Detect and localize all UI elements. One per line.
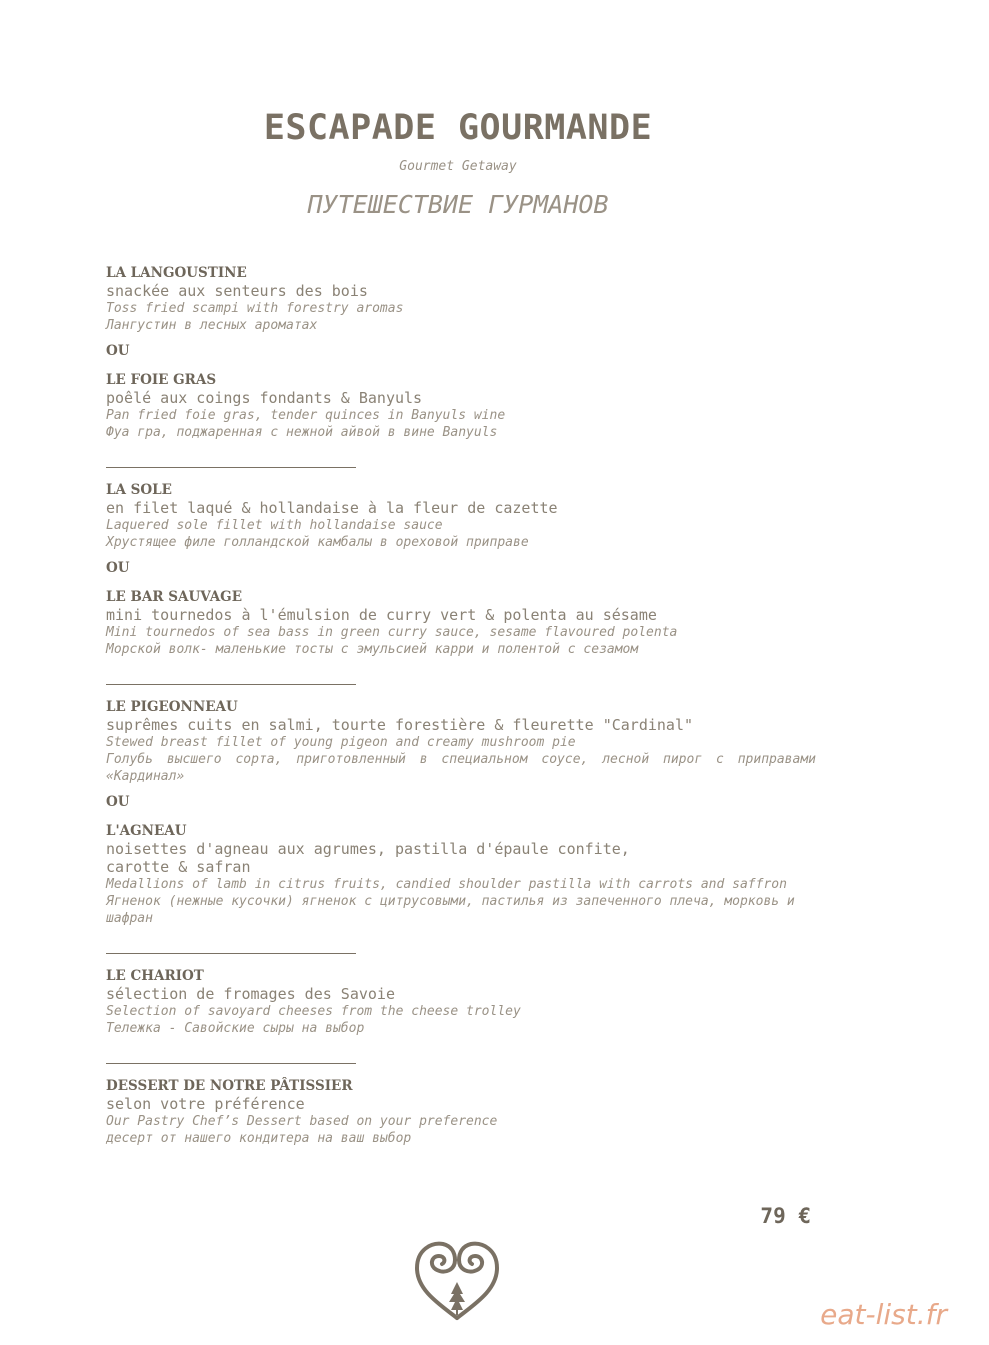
course-description-english: Stewed breast fillet of young pigeon and creamy mushroom pie — [106, 735, 576, 750]
course-name: LE PIGEONNEAU — [106, 699, 238, 715]
course-description-french: snackée aux senteurs des bois — [106, 282, 368, 300]
course-description-russian: десерт от нашего кондитера на ваш выбор — [106, 1131, 412, 1146]
course-description-french: noisettes d'agneau aux agrumes, pastilla d'épaule confite, carotte & safran — [106, 840, 630, 876]
or-separator: OU — [106, 343, 130, 359]
menu-subtitle-russian: ПУТЕШЕСТВИЕ ГУРМАНОВ — [307, 190, 609, 219]
course-description-russian: Морской волк- маленькие тосты с эмульсией карри и полентой с сезамом — [106, 642, 639, 657]
section-divider — [106, 467, 356, 468]
or-separator: OU — [106, 560, 130, 576]
course-name: L'AGNEAU — [106, 823, 187, 839]
course-description-english: Toss fried scampi with forestry aromas — [106, 301, 404, 316]
course-description-french: poêlé aux coings fondants & Banyuls — [106, 389, 423, 407]
course-description-russian: Хрустящее филе голландской камбалы в ореховой приправе — [106, 535, 529, 550]
course-description-russian: Фуа гра, поджаренная с нежной айвой в вине Banyuls — [106, 425, 498, 440]
course-description-french: selon votre préférence — [106, 1095, 305, 1113]
course-name: LE BAR SAUVAGE — [106, 589, 243, 605]
course-agneau — [106, 823, 816, 927]
course-langoustine — [106, 265, 816, 334]
course-description-english: Our Pastry Chef’s Dessert based on your preference — [106, 1114, 498, 1129]
course-chariot — [106, 968, 816, 1037]
course-description-french: en filet laqué & hollandaise à la fleur de cazette — [106, 499, 558, 517]
or-separator: OU — [106, 794, 130, 810]
section-divider — [106, 1063, 356, 1064]
course-description-russian: Тележка - Савойские сыры на выбор — [106, 1021, 365, 1036]
course-dessert — [106, 1078, 816, 1147]
course-description-french: mini tournedos à l'émulsion de curry vert & polenta au sésame — [106, 606, 657, 624]
watermark-text: eat-list.fr — [820, 1298, 947, 1331]
menu-title: ESCAPADE GOURMANDE — [263, 108, 653, 148]
course-name: LE FOIE GRAS — [106, 372, 217, 388]
course-description-russian: Голубь высшего сорта, приготовленный в специальном соусе, лесной пирог с приправами «Кардинал» — [106, 752, 816, 784]
course-name: LA LANGOUSTINE — [106, 265, 247, 281]
section-divider — [106, 684, 356, 685]
course-description-english: Laquered sole fillet with hollandaise sauce — [106, 518, 443, 533]
course-description-russian: Ягненок (нежные кусочки) ягненок с цитрусовыми, пастилья из запеченного плеча, морковь и шафран — [106, 894, 795, 926]
course-name: LE CHARIOT — [106, 968, 204, 984]
course-description-english: Mini tournedos of sea bass in green curry sauce, sesame flavoured polenta — [106, 625, 678, 640]
section-divider — [106, 953, 356, 954]
course-bar-sauvage — [106, 589, 816, 658]
course-description-english: Selection of savoyard cheeses from the cheese trolley — [106, 1004, 521, 1019]
course-description-russian: Лангустин в лесных ароматах — [106, 318, 318, 333]
course-description-english: Medallions of lamb in citrus fruits, candied shoulder pastilla with carrots and saffron — [106, 877, 787, 892]
course-pigeonneau — [106, 699, 816, 785]
course-description-french: sélection de fromages des Savoie — [106, 985, 395, 1003]
course-name: DESSERT DE NOTRE PÂTISSIER — [106, 1078, 353, 1094]
course-description-french: suprêmes cuits en salmi, tourte forestière & fleurette "Cardinal" — [106, 716, 693, 734]
menu-price: 79 € — [760, 1204, 811, 1228]
course-sole — [106, 482, 816, 551]
course-foie-gras — [106, 372, 816, 441]
course-description-english: Pan fried foie gras, tender quinces in Banyuls wine — [106, 408, 506, 423]
menu-list — [106, 265, 816, 1147]
menu-subtitle-english: Gourmet Getaway — [399, 159, 517, 174]
heart-swirl-tree-logo-icon — [411, 1238, 503, 1322]
course-name: LA SOLE — [106, 482, 172, 498]
